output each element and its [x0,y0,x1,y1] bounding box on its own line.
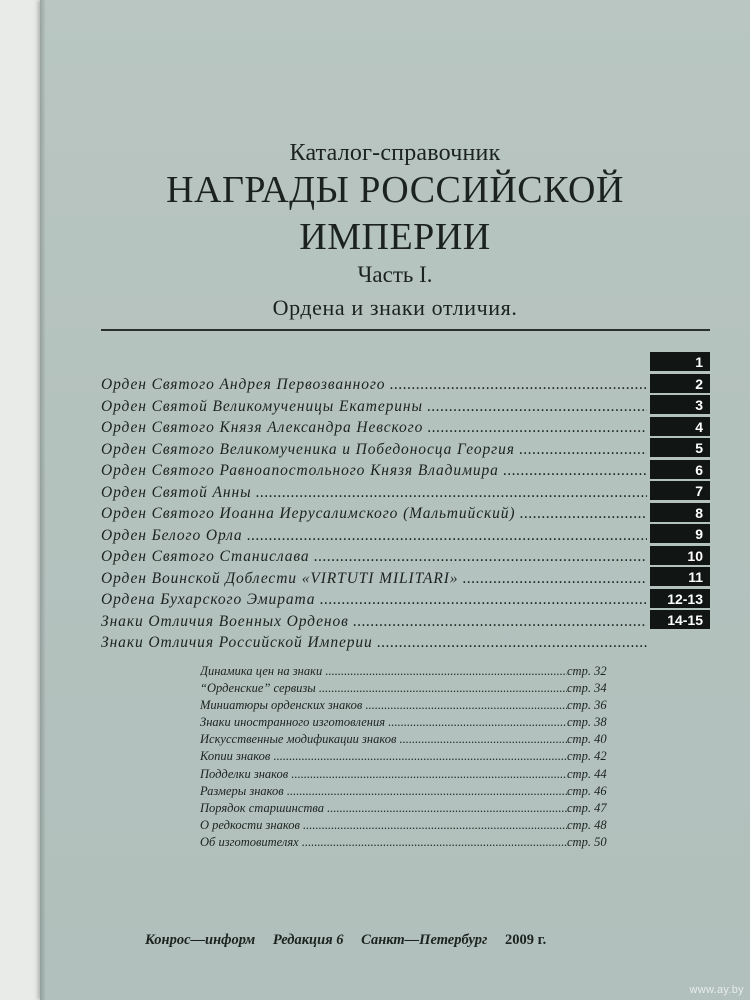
section-label: Размеры знаков ..... [200,784,567,799]
divider-rule [101,329,710,331]
toc-item-label: Орден Святого Равноапостольного Князя Владимира ..... [101,462,647,480]
title-line-2: ИМПЕРИИ [299,216,491,258]
section-page: стр. 42 [567,749,607,764]
page-kicker: Каталог-справочник [289,140,501,166]
section-page: стр. 40 [567,732,607,747]
toc-page-number: 9 [650,524,710,544]
section-page: стр. 38 [567,715,607,730]
toc-row [101,632,710,654]
toc-row [101,546,710,568]
toc-row [101,524,710,546]
toc-page-number: 11 [650,567,710,587]
toc-row [101,438,710,460]
toc-item-label: Ордена Бухарского Эмирата ..... [101,591,647,609]
toc-row [101,589,710,611]
section-label: Порядок старшинства ..... [200,801,567,816]
toc-item-label: Орден Святой Анны ..... [101,484,647,502]
toc-item-label: Орден Воинской Доблести «VIRTUTI MILITARI» ..... [101,570,647,588]
list-item [200,715,625,732]
toc-row [101,417,710,439]
toc-item-label: Орден Белого Орла ..... [101,527,647,545]
section-page: стр. 47 [567,800,607,815]
section-label: Об изготовителях ..... [200,835,567,850]
toc-item-label: Орден Святого Князя Александра Невского ..... [101,419,647,437]
toc-page-number: 3 [650,395,710,415]
catalog-page [40,0,750,1000]
supplementary-sections-list [200,664,625,852]
toc-row [101,395,710,417]
toc-page-number: 14-15 [650,610,710,630]
toc-row [101,374,710,396]
table-of-contents [101,352,710,653]
site-watermark: www.ay.by [689,984,744,996]
list-item [200,784,625,801]
page-title [40,167,750,261]
toc-row [101,481,710,503]
toc-item-label: Знаки Отличия Российской Империи ..... [101,634,647,652]
section-page: стр. 32 [567,664,607,678]
list-item [200,767,625,784]
toc-item-label: Орден Святого Великомученика и Победоносца Георгия ..... [101,441,647,459]
toc-page-number: 4 [650,417,710,437]
section-label: О редкости знаков ..... [200,818,567,833]
section-page: стр. 34 [567,681,607,696]
section-label: “Орденские” сервизы ..... [200,681,567,696]
toc-page-number: 7 [650,481,710,501]
list-item [200,698,625,715]
list-item [200,801,625,818]
section-label: Подделки знаков ..... [200,767,567,782]
toc-item-label: Орден Святого Андрея Первозванного ..... [101,376,647,394]
section-label: Копии знаков ..... [200,749,567,764]
toc-item-label: Орден Святой Великомученицы Екатерины ..... [101,398,647,416]
toc-row [101,567,710,589]
part-label: Часть I. [357,262,433,287]
section-page: стр. 46 [567,783,607,798]
list-item [200,835,625,852]
toc-item-label: Орден Святого Станислава ..... [101,548,647,566]
city-name: Санкт—Петербург [361,932,488,948]
list-item [200,732,625,749]
toc-row [101,352,710,374]
toc-page-number: 10 [650,546,710,566]
toc-row [101,610,710,632]
publication-year: 2009 г. [505,932,547,948]
toc-item-label: Орден Святого Иоанна Иерусалимского (Мальтийский) ..... [101,505,647,523]
list-item [200,681,625,698]
toc-page-number: 2 [650,374,710,394]
section-label: Знаки иностранного изготовления ..... [200,715,567,730]
section-page: стр. 50 [567,834,607,849]
list-item [200,664,625,681]
toc-page-number: 5 [650,438,710,458]
section-page: стр. 36 [567,698,607,713]
toc-page-number: 12-13 [650,589,710,609]
toc-row [101,503,710,525]
section-page: стр. 44 [567,766,607,781]
list-item [200,818,625,835]
list-item [200,749,625,766]
toc-page-number: 6 [650,460,710,480]
toc-page-number: 8 [650,503,710,523]
toc-page-number: 1 [650,352,710,372]
title-line-1: НАГРАДЫ РОССИЙСКОЙ [166,169,624,211]
section-page: стр. 48 [567,817,607,832]
publisher-name: Конрос—информ [145,932,256,948]
section-label: Искусственные модификации знаков ..... [200,732,567,747]
section-label: Динамика цен на знаки ..... [200,664,567,679]
toc-item-label: Знаки Отличия Военных Орденов ..... [101,613,647,631]
toc-row [101,460,710,482]
edition-label: Редакция 6 [272,932,344,948]
imprint-line [145,932,665,949]
page-subtitle: Ордена и знаки отличия. [272,295,518,320]
section-label: Миниатюры орденских знаков ..... [200,698,567,713]
